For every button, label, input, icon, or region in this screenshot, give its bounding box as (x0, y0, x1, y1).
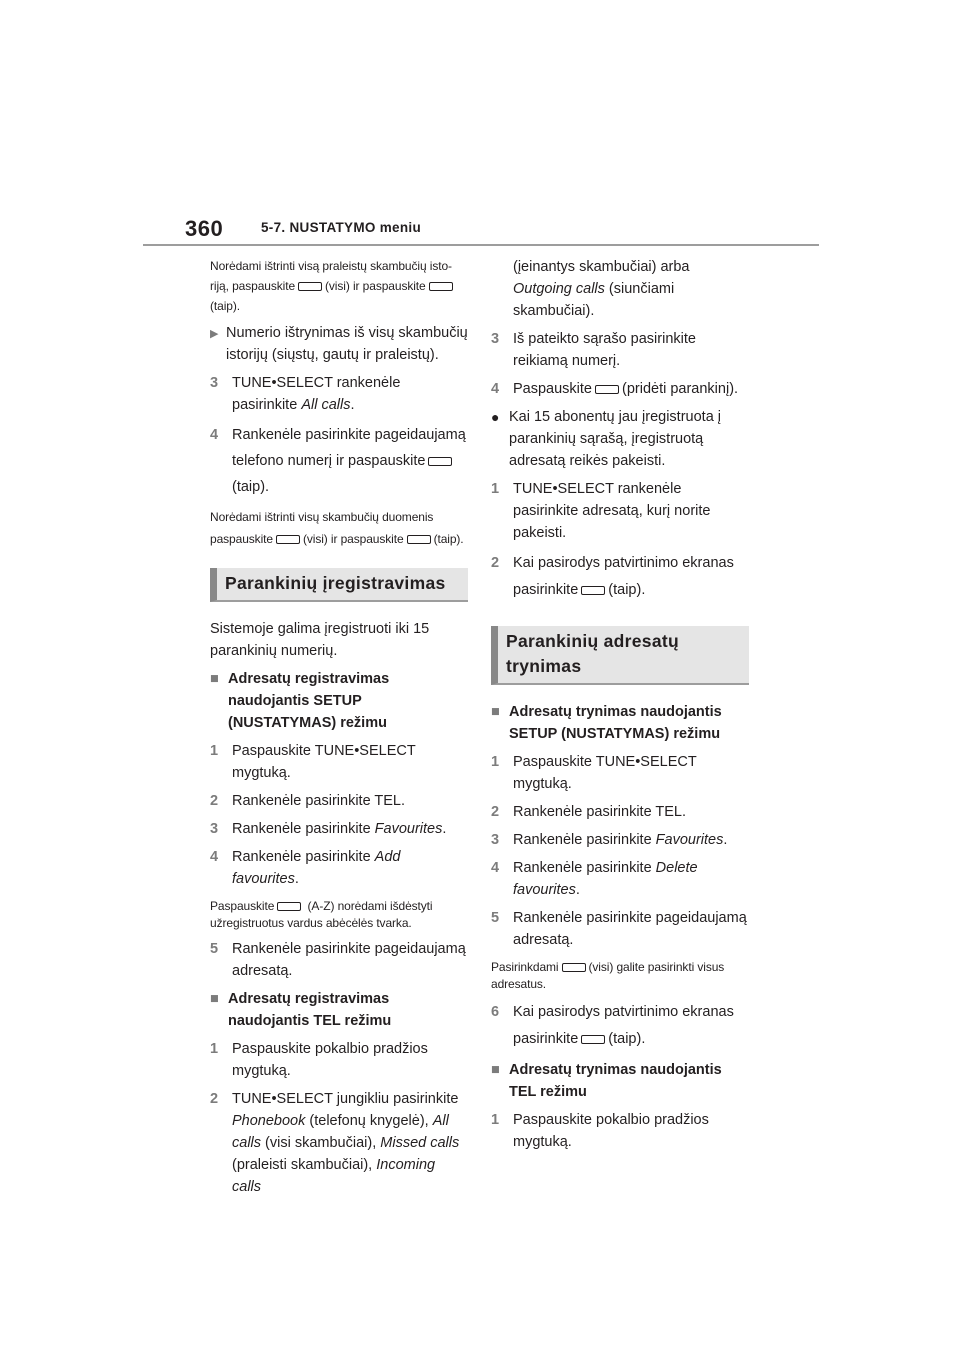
step-a3: 3 Rankenėle pasirinkite Favourites. (210, 821, 447, 837)
square-bullet-icon: ■ (210, 671, 219, 687)
button-icon (277, 902, 301, 911)
triangle-icon: ▶ (210, 328, 219, 340)
button-icon (581, 1035, 605, 1044)
step-b3: 3 Iš pateikto sąrašo pasirinkite reikiamą numerį. (491, 331, 696, 369)
button-icon (429, 282, 453, 291)
button-icon (562, 963, 586, 972)
step-d2: 2 Rankenėle pasirinkite TEL. (491, 804, 687, 820)
step-d4: 4 Rankenėle pasirinkite Delete favourites. (491, 860, 698, 898)
step-b2-continued: (įeinantys skambučiai) arba Outgoing calls (siunčiami skambučiai). (513, 259, 690, 319)
step-a2: 2 Rankenėle pasirinkite TEL. (210, 793, 406, 809)
step-c2: 2 Kai pasirodys patvirtinimo ekranas pasirinkite (taip). (491, 555, 734, 598)
square-bullet-icon: ■ (210, 991, 219, 1007)
button-icon (276, 535, 300, 544)
subheading-setup: ■ Adresatų registravimas naudojantis SETUP (NUSTATYMAS) režimu (210, 668, 468, 734)
bullet-icon: ● (491, 409, 500, 425)
button-icon (298, 282, 322, 291)
note-select-all: Pasirinkdami (visi) galite pasirinkti visus adresatus. (491, 960, 725, 991)
note-az: Paspauskite (A-Z) norėdami išdėstyti užregistruotus vardus abėcėlės tvarka. (210, 899, 433, 930)
step-a5: 5 Rankenėle pasirinkite pageidaujamą adresatą. (210, 941, 466, 979)
button-icon (407, 535, 431, 544)
step-b1: 1 Paspauskite pokalbio pradžios mygtuką. (210, 1041, 428, 1079)
page-number: 360 (185, 216, 224, 241)
chapter-title: 5-7. NUSTATYMO meniu (261, 220, 422, 235)
button-icon (581, 586, 605, 595)
bullet-item: ● Kai 15 abonentų jau įregistruota į parankinių sąrašą, įregistruotą adresatą reikės pakeisti. (491, 406, 749, 472)
step-a1: 1 Paspauskite TUNE•SELECT mygtuką. (210, 743, 416, 781)
button-icon (428, 457, 452, 466)
square-bullet-icon: ■ (491, 704, 500, 720)
step-d6: 6 Kai pasirodys patvirtinimo ekranas pasirinkite (taip). (491, 1004, 734, 1047)
header-rule (143, 244, 819, 246)
section-heading-favourites-delete: Parankinių adresatų trynimas (491, 626, 749, 685)
subheading-tel: ■ Adresatų trynimas naudojantis TEL režimu (491, 1059, 749, 1103)
note-all-calls: Norėdami ištrinti visų skambučių duomenis paspauskite (visi) ir paspauskite (taip). (210, 510, 464, 546)
section-heading-favourites-register: Parankinių įregistravimas (210, 568, 468, 602)
step-d5: 5 Rankenėle pasirinkite pageidaujamą adresatą. (491, 910, 747, 948)
triangle-item: ▶ Numerio ištrynimas iš visų skambučių istorijų (siųstų, gautų ir praleistų). (210, 322, 468, 366)
step-e1: 1 Paspauskite pokalbio pradžios mygtuką. (491, 1112, 709, 1150)
left-column (210, 256, 468, 1204)
step-b2: 2 TUNE•SELECT jungikliu pasirinkite Phonebook (telefonų knygelė), All calls (visi skambučiai), Missed calls (praleisti skambučiai), Incoming calls (210, 1091, 460, 1195)
step-b4: 4 Paspauskite (pridėti parankinį). (491, 381, 739, 397)
step-d3: 3 Rankenėle pasirinkite Favourites. (491, 832, 728, 848)
step-c1: 1 TUNE•SELECT rankenėle pasirinkite adresatą, kurį norite pakeisti. (491, 481, 711, 541)
step-3: 3 TUNE•SELECT rankenėle pasirinkite All calls. (210, 375, 401, 413)
right-column (491, 256, 749, 1159)
step-4: 4 Rankenėle pasirinkite pageidaujamą telefono numerį ir paspauskite (taip). (210, 427, 466, 495)
subheading-tel: ■ Adresatų registravimas naudojantis TEL režimu (210, 988, 468, 1032)
step-a4: 4 Rankenėle pasirinkite Add favourites. (210, 849, 401, 887)
button-icon (595, 385, 619, 394)
step-d1: 1 Paspauskite TUNE•SELECT mygtuką. (491, 754, 697, 792)
square-bullet-icon: ■ (491, 1062, 500, 1078)
subheading-setup: ■ Adresatų trynimas naudojantis SETUP (NUSTATYMAS) režimu (491, 701, 749, 745)
intro-text: Sistemoje galima įregistruoti iki 15 parankinių numerių. (210, 621, 430, 659)
note-missed-calls: Norėdami ištrinti visą praleistų skambučių isto- riją, paspauskite (visi) ir paspauskite (taip). (210, 259, 452, 313)
